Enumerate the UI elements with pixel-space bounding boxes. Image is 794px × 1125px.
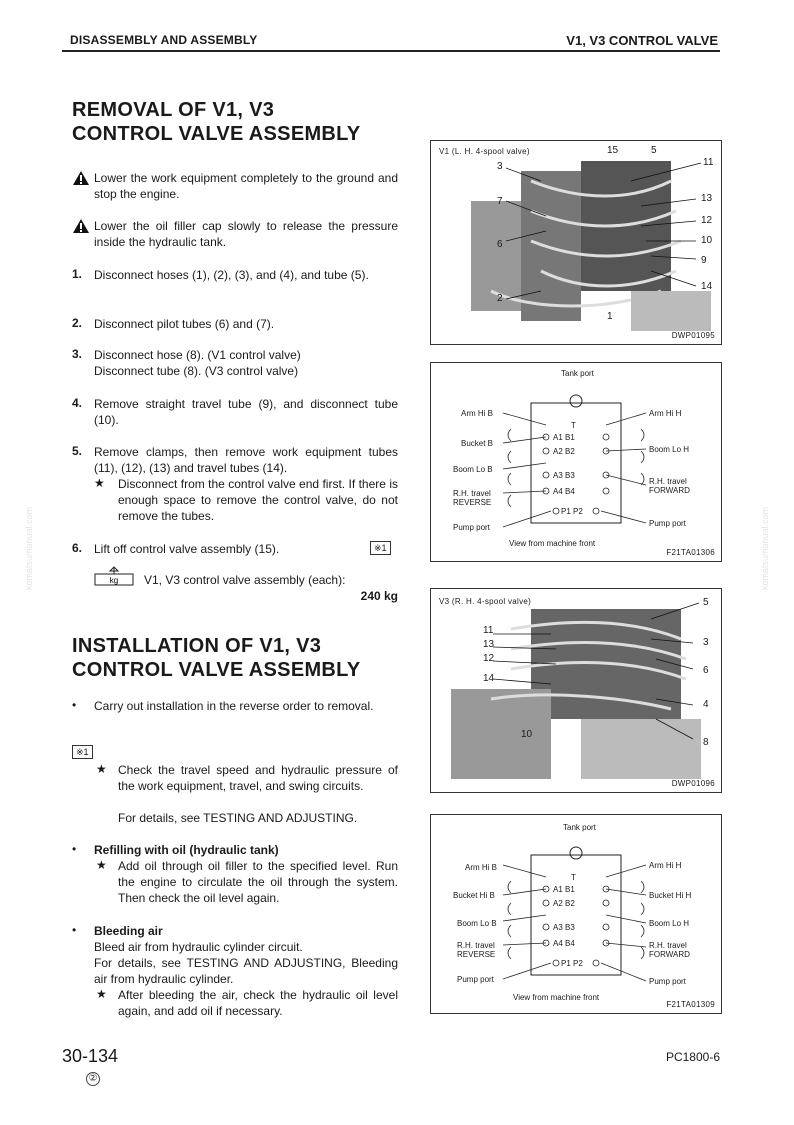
callout: 3 <box>497 161 503 172</box>
figure-v3-photo <box>430 588 722 793</box>
callout: 14 <box>701 281 713 292</box>
figure-v1-ports <box>430 362 722 562</box>
note-star: ★ <box>94 476 105 490</box>
tank-port-label: Tank port <box>561 369 594 378</box>
callout: 1 <box>607 311 613 322</box>
installation-title-1: INSTALLATION OF V1, V3 <box>72 635 322 657</box>
callout: 8 <box>703 737 709 748</box>
view-caption: View from machine front <box>509 539 596 548</box>
bleed-heading: Bleeding air <box>94 924 163 938</box>
callout: 10 <box>701 235 713 246</box>
bleed-text-1: Bleed air from hydraulic cylinder circuit. <box>94 940 303 954</box>
removal-title-2: CONTROL VALVE ASSEMBLY <box>72 123 361 145</box>
step-number: 1. <box>72 267 83 281</box>
note-star: ★ <box>96 858 107 872</box>
bleed-note: After bleeding the air, check the hydraulic oil level again, and add oil if necessary. <box>118 988 398 1018</box>
reference-badge: ※1 <box>370 541 391 555</box>
right-label: Pump port <box>649 519 686 528</box>
right-label: R.H. travel FORWARD <box>649 941 690 959</box>
right-label: R.H. travel FORWARD <box>649 477 690 495</box>
valve-photo-illustration <box>431 141 721 344</box>
left-label: R.H. travel REVERSE <box>453 489 492 507</box>
refill-heading: Refilling with oil (hydraulic tank) <box>94 843 279 857</box>
port-label: T <box>571 873 576 882</box>
port-label: A4 B4 <box>553 487 575 496</box>
callout: 10 <box>521 729 533 740</box>
step-text: Disconnect hoses (1), (2), (3), and (4), and tube (5). <box>94 268 369 282</box>
callout: 13 <box>483 639 495 650</box>
port-label: T <box>571 421 576 430</box>
figure-code: F21TA01306 <box>666 548 715 557</box>
component-title: V1, V3 CONTROL VALVE <box>566 33 718 48</box>
left-label: Arm Hi B <box>465 863 497 872</box>
figure-code: DWP01096 <box>671 779 715 788</box>
figure-code: DWP01095 <box>671 331 715 340</box>
right-label: Arm Hi H <box>649 409 682 418</box>
tank-port-label: Tank port <box>563 823 596 832</box>
left-label: Bucket Hi B <box>453 891 495 900</box>
check-text-2: For details, see TESTING AND ADJUSTING. <box>118 811 358 825</box>
right-label: Boom Lo H <box>649 445 690 454</box>
valve-photo-illustration <box>431 589 721 792</box>
callout: 9 <box>701 255 707 266</box>
warning-text-2: Lower the oil filler cap slowly to release the pressure inside the hydraulic tank. <box>94 219 398 249</box>
callout: 2 <box>497 293 503 304</box>
page-number: 30-134 <box>62 1046 119 1066</box>
callout: 4 <box>703 699 709 710</box>
refill-text: Add oil through oil filler to the specified level. Run the engine to circulate the oil through the system. Then check the oil level again. <box>118 859 398 905</box>
weight-icon <box>94 566 134 586</box>
watermark-left: komatsumanual.com <box>24 506 34 590</box>
port-label: A3 B3 <box>553 923 575 932</box>
step-text: Disconnect pilot tubes (6) and (7). <box>94 317 275 331</box>
right-label: Arm Hi H <box>649 861 682 870</box>
step-number: 5. <box>72 444 83 458</box>
callout: 13 <box>701 193 713 204</box>
callout: 12 <box>483 653 495 664</box>
note-star: ★ <box>96 987 107 1001</box>
callout: 6 <box>703 665 709 676</box>
step-text-2: Disconnect tube (8). (V3 control valve) <box>94 364 299 378</box>
warning-icon <box>72 218 90 234</box>
port-label: A1 B1 <box>553 885 575 894</box>
callout: 5 <box>703 597 709 608</box>
port-label: A2 B2 <box>553 447 575 456</box>
install-bullet-text: Carry out installation in the reverse order to removal. <box>94 699 374 713</box>
callout: 6 <box>497 239 503 250</box>
step-number: 6. <box>72 541 83 555</box>
watermark-right: komatsumanual.com <box>760 506 770 590</box>
warning-icon <box>72 170 90 186</box>
reference-badge: ※1 <box>72 745 93 759</box>
model-number: PC1800-6 <box>665 1050 720 1064</box>
figure-code: F21TA01309 <box>666 1000 715 1009</box>
port-label: A1 B1 <box>553 433 575 442</box>
right-label: Pump port <box>649 977 686 986</box>
step-text: Remove clamps, then remove work equipment tubes (11), (12), (13) and travel tubes (14). <box>94 445 398 475</box>
bleed-text-2: For details, see TESTING AND ADJUSTING, Bleeding air from hydraulic cylinder. <box>94 956 398 986</box>
step-note: Disconnect from the control valve end first. If there is enough space to remove the control valve, do not remove the tubes. <box>118 477 398 523</box>
step-text: Remove straight travel tube (9), and disconnect tube (10). <box>94 397 398 427</box>
port-label: A2 B2 <box>553 899 575 908</box>
callout: 14 <box>483 673 495 684</box>
left-label: R.H. travel REVERSE <box>457 941 496 959</box>
step-text: Disconnect hose (8). (V1 control valve) <box>94 348 301 362</box>
installation-title-2: CONTROL VALVE ASSEMBLY <box>72 659 361 681</box>
removal-title-1: REMOVAL OF V1, V3 <box>72 99 275 121</box>
figure-caption: V1 (L. H. 4-spool valve) <box>439 147 530 156</box>
step-number: 3. <box>72 347 83 361</box>
left-label: Boom Lo B <box>453 465 493 474</box>
figure-v3-ports <box>430 814 722 1014</box>
port-label: P1 P2 <box>561 507 583 516</box>
step-number: 4. <box>72 396 83 410</box>
weight-label: V1, V3 control valve assembly (each): <box>144 573 346 587</box>
callout: 11 <box>703 157 714 168</box>
left-label: Bucket B <box>461 439 494 448</box>
callout: 15 <box>607 145 619 156</box>
port-label: A4 B4 <box>553 939 575 948</box>
right-label: Bucket Hi H <box>649 891 692 900</box>
warning-text-1: Lower the work equipment completely to the ground and stop the engine. <box>94 171 398 201</box>
left-label: Pump port <box>453 523 490 532</box>
callout: 11 <box>483 625 494 636</box>
callout: 12 <box>701 215 713 226</box>
section-title: DISASSEMBLY AND ASSEMBLY <box>70 33 258 47</box>
right-label: Boom Lo H <box>649 919 690 928</box>
left-label: Pump port <box>457 975 494 984</box>
callout: 7 <box>497 196 503 207</box>
weight-icon-label: kg <box>109 576 119 585</box>
callout: 5 <box>651 145 657 156</box>
revision-mark: ② <box>86 1072 100 1086</box>
check-text: Check the travel speed and hydraulic pressure of the work equipment, travel, and swing circuits. <box>118 763 398 793</box>
left-label: Boom Lo B <box>457 919 497 928</box>
figure-v1-photo <box>430 140 722 345</box>
left-label: Arm Hi B <box>461 409 493 418</box>
page-header <box>62 30 720 52</box>
weight-value: 240 kg <box>360 589 398 603</box>
figure-caption: V3 (R. H. 4-spool valve) <box>439 597 532 606</box>
view-caption: View from machine front <box>513 993 600 1002</box>
step-text: Lift off control valve assembly (15). <box>94 542 280 556</box>
port-label: A3 B3 <box>553 471 575 480</box>
callout: 3 <box>703 637 709 648</box>
port-label: P1 P2 <box>561 959 583 968</box>
note-star: ★ <box>96 762 107 776</box>
step-number: 2. <box>72 316 83 330</box>
